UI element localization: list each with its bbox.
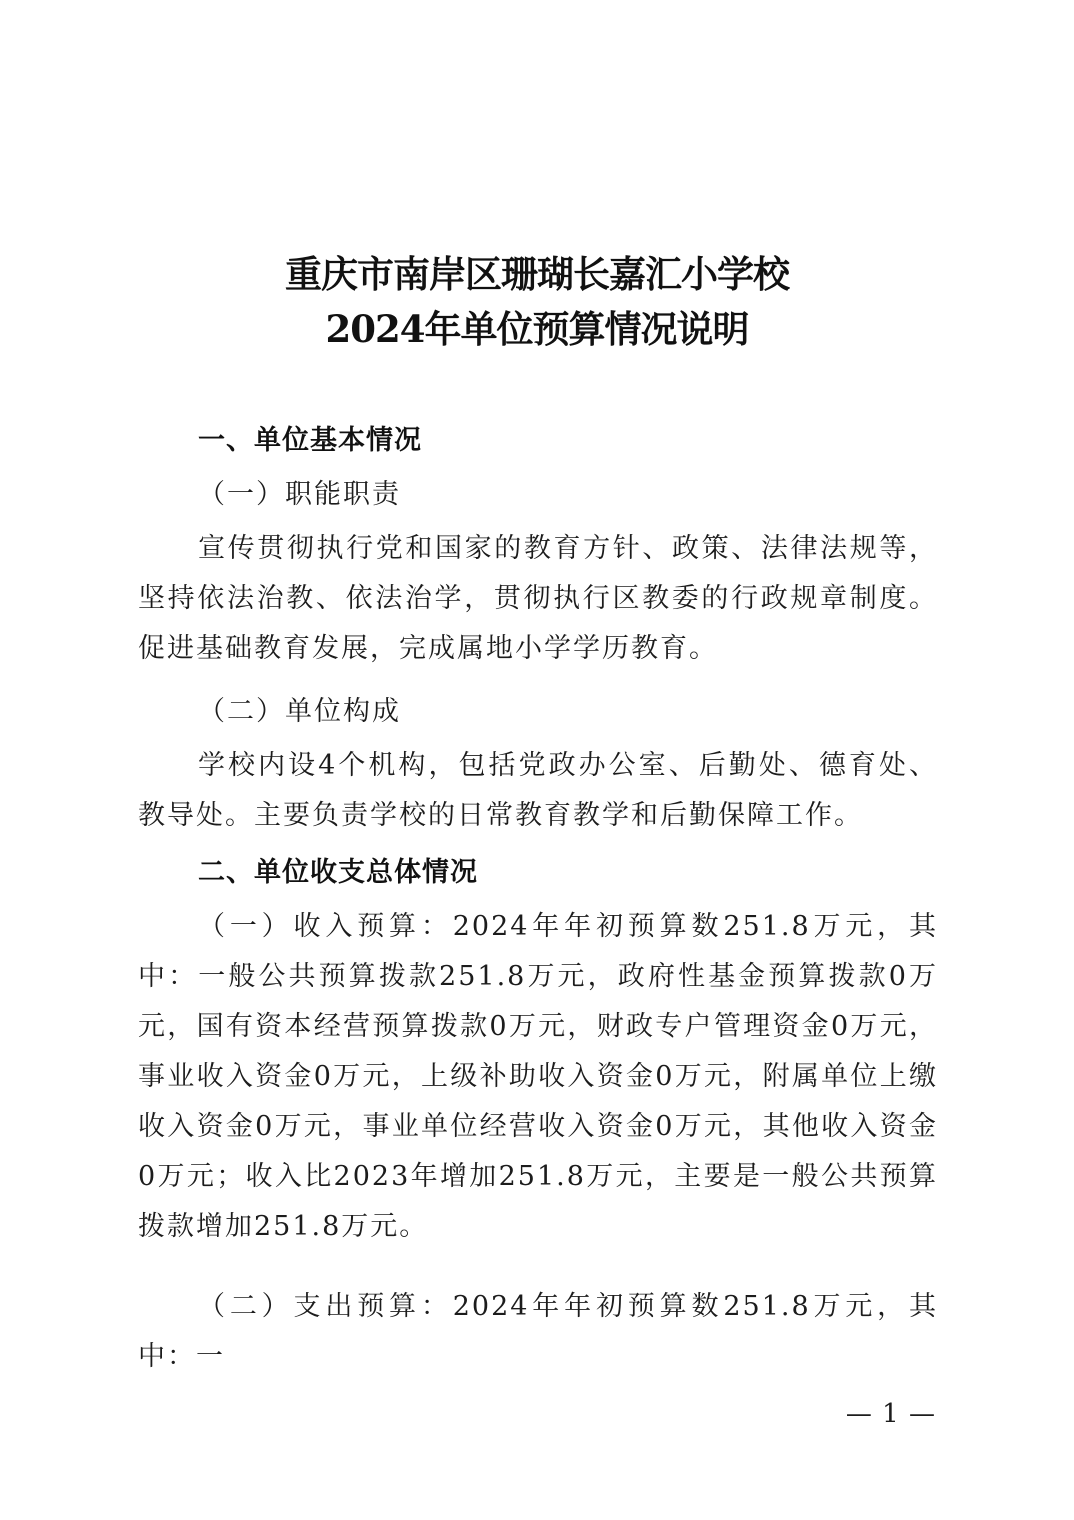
document-title-line2: 2024年单位预算情况说明 xyxy=(325,307,749,351)
expense-text: 2024年年初预算数251.8万元，其中：一 xyxy=(138,1291,938,1372)
income-lead: （一）收入预算： xyxy=(198,911,453,942)
section1-sub2-heading: （二）单位构成 xyxy=(198,696,401,727)
section1-sub1-heading: （一）职能职责 xyxy=(198,479,401,510)
section1-heading: 一、单位基本情况 xyxy=(198,425,422,456)
section1-sub1-paragraph: 宣传贯彻执行党和国家的教育方针、政策、法律法规等，坚持依法治教、依法治学，贯彻执行区教委的行政规章制度。促进基础教育发展，完成属地小学学历教育。 xyxy=(138,533,938,664)
section2-expense-paragraph xyxy=(138,1282,938,1382)
document-title-line1: 重庆市南岸区珊瑚长嘉汇小学校 xyxy=(285,252,789,296)
income-text: 2024年年初预算数251.8万元，其中：一般公共预算拨款251.8万元，政府性基金预算拨款0万元，国有资本经营预算拨款0万元，财政专户管理资金0万元，事业收入资金0万元，上级补助收入资金0万元，附属单位上缴收入资金0万元，事业单位经营收入资金0万元，其他收入资金0万元；收入比2023年增加251.8万元，主要是一般公共预算拨款增加251.8万元。 xyxy=(138,911,938,1242)
expense-lead: （二）支出预算： xyxy=(198,1291,453,1322)
page-number: — 1 — xyxy=(845,1399,936,1429)
section1-sub2-paragraph: 学校内设4个机构，包括党政办公室、后勤处、德育处、教导处。主要负责学校的日常教育教学和后勤保障工作。 xyxy=(138,750,938,831)
section2-heading: 二、单位收支总体情况 xyxy=(198,857,478,888)
section2-income-paragraph xyxy=(138,902,938,1252)
